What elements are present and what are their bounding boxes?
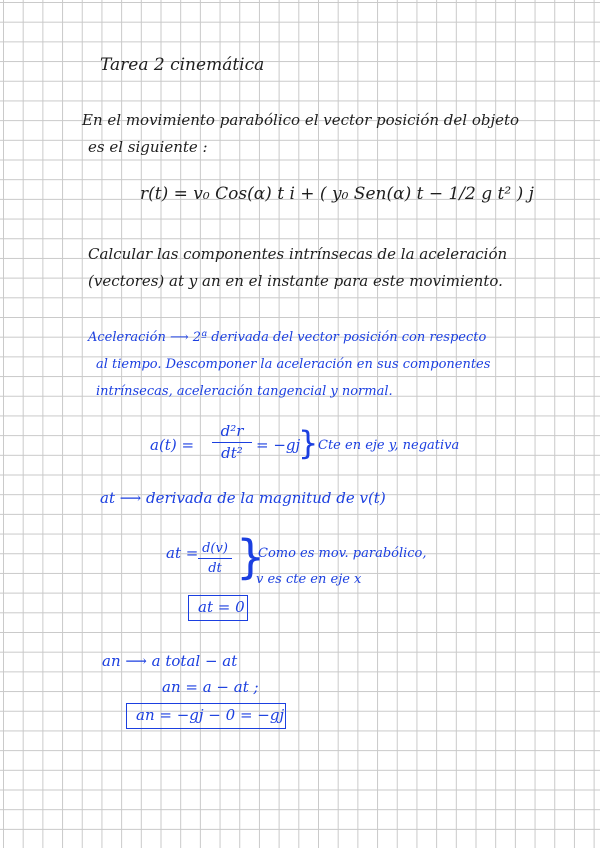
curly-brace-icon: }	[236, 530, 266, 584]
position-vector-equation: r(t) = v₀ Cos(α) t i + ( y₀ Sen(α) t − 1/2 g t² ) j	[140, 184, 534, 204]
an-result: an = −gj − 0 = −gj	[136, 706, 285, 724]
task-line-1: Calcular las componentes intrínsecas de la aceleración	[88, 245, 508, 263]
at-lhs: at =	[166, 544, 199, 562]
acceleration-numerator: d²r	[220, 422, 244, 440]
an-equation: an = a − at ;	[162, 678, 259, 696]
acceleration-fraction	[212, 424, 252, 461]
at-note-2: v es cte en eje x	[256, 572, 362, 587]
solution-intro-1: Aceleración ⟶ 2ª derivada del vector posición con respecto	[88, 330, 487, 345]
acceleration-note: Cte en eje y, negativa	[318, 438, 460, 453]
statement-line-1: En el movimiento parabólico el vector posición del objeto	[82, 111, 520, 129]
at-numerator: d(v)	[202, 541, 228, 556]
at-result: at = 0	[198, 598, 245, 616]
fraction-bar	[212, 442, 252, 443]
statement-line-2: es el siguiente :	[88, 138, 208, 156]
acceleration-lhs: a(t) =	[150, 436, 195, 454]
acceleration-rhs: = −gj	[256, 436, 301, 454]
fraction-bar	[198, 558, 232, 559]
at-definition: at ⟶ derivada de la magnitud de v(t)	[100, 489, 386, 507]
an-definition: an ⟶ a total − at	[102, 652, 238, 670]
at-fraction	[198, 542, 232, 575]
task-line-2: (vectores) at y an en el instante para este movimiento.	[88, 272, 503, 290]
solution-intro-2: al tiempo. Descomponer la aceleración en sus componentes	[96, 357, 491, 372]
page-title: Tarea 2 cinemática	[100, 55, 265, 75]
solution-intro-3: intrínsecas, aceleración tangencial y normal.	[96, 384, 393, 399]
curly-brace-icon: }	[298, 424, 319, 462]
at-note-1: Como es mov. parabólico,	[258, 546, 427, 561]
at-denominator: dt	[208, 561, 222, 576]
acceleration-denominator: dt²	[221, 444, 243, 462]
